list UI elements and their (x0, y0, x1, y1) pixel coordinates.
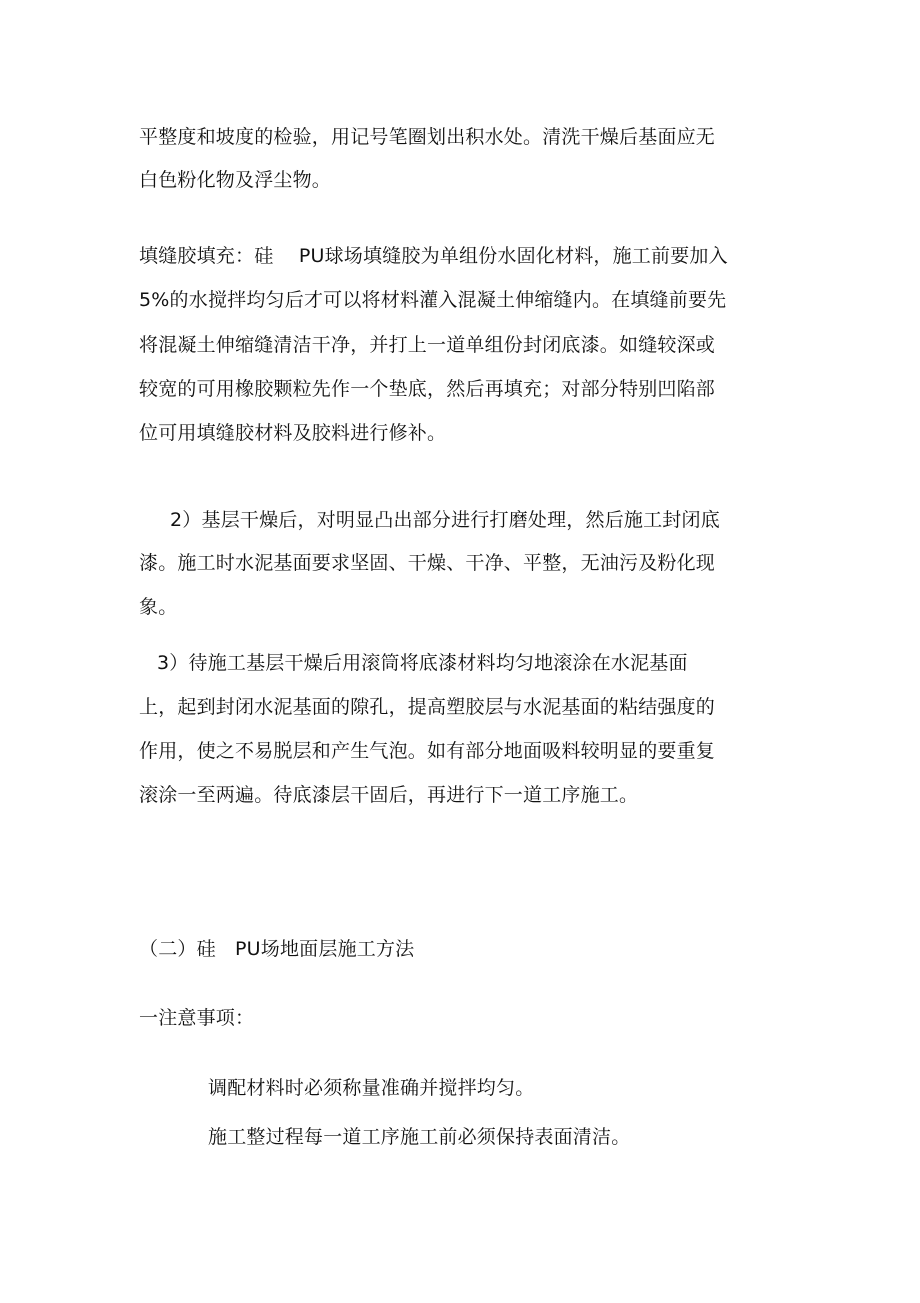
para3-line-3: 象。 (139, 596, 178, 618)
para4-line-1: 3）待施工基层干燥后用滚筒将底漆材料均匀地滚涂在水泥基面 (157, 652, 688, 674)
para2-line-5: 位可用填缝胶材料及胶料进行修补。 (139, 422, 447, 444)
note-item-1: 调配材料时必须称量准确并搅拌均匀。 (208, 1077, 535, 1099)
notes-title: 一注意事项： (139, 1007, 255, 1029)
para4-line-4: 滚涂一至两遍。待底漆层干固后，再进行下一道工序施工。 (139, 784, 639, 806)
para4-line-2: 上，起到封闭水泥基面的隙孔，提高塑胶层与水泥基面的粘结强度的 (139, 696, 716, 718)
note-item-2: 施工整过程每一道工序施工前必须保持表面清洁。 (208, 1126, 631, 1148)
para1-line-1: 平整度和坡度的检验，用记号笔圈划出积水处。清洗干燥后基面应无 (139, 126, 716, 148)
para2-line-2: 5%的水搅拌均匀后才可以将材料灌入混凝土伸缩缝内。在填缝前要先 (139, 289, 727, 311)
para1-line-2: 白色粉化物及浮尘物。 (139, 169, 332, 191)
para4-line-3: 作用，使之不易脱层和产生气泡。如有部分地面吸料较明显的要重复 (139, 740, 716, 762)
section-heading: （二）硅 PU场地面层施工方法 (139, 938, 415, 960)
para2-line-1: 填缝胶填充：硅 PU球场填缝胶为单组份水固化材料，施工前要加入 (139, 245, 728, 267)
para2-line-3: 将混凝土伸缩缝清洁干净，并打上一道单组份封闭底漆。如缝较深或 (139, 334, 716, 356)
para3-line-2: 漆。施工时水泥基面要求坚固、干燥、干净、平整，无油污及粉化现 (139, 552, 716, 574)
para3-line-1: 2）基层干燥后，对明显凸出部分进行打磨处理，然后施工封闭底 (170, 509, 720, 531)
para2-line-4: 较宽的可用橡胶颗粒先作一个垫底，然后再填充；对部分特别凹陷部 (139, 378, 716, 400)
